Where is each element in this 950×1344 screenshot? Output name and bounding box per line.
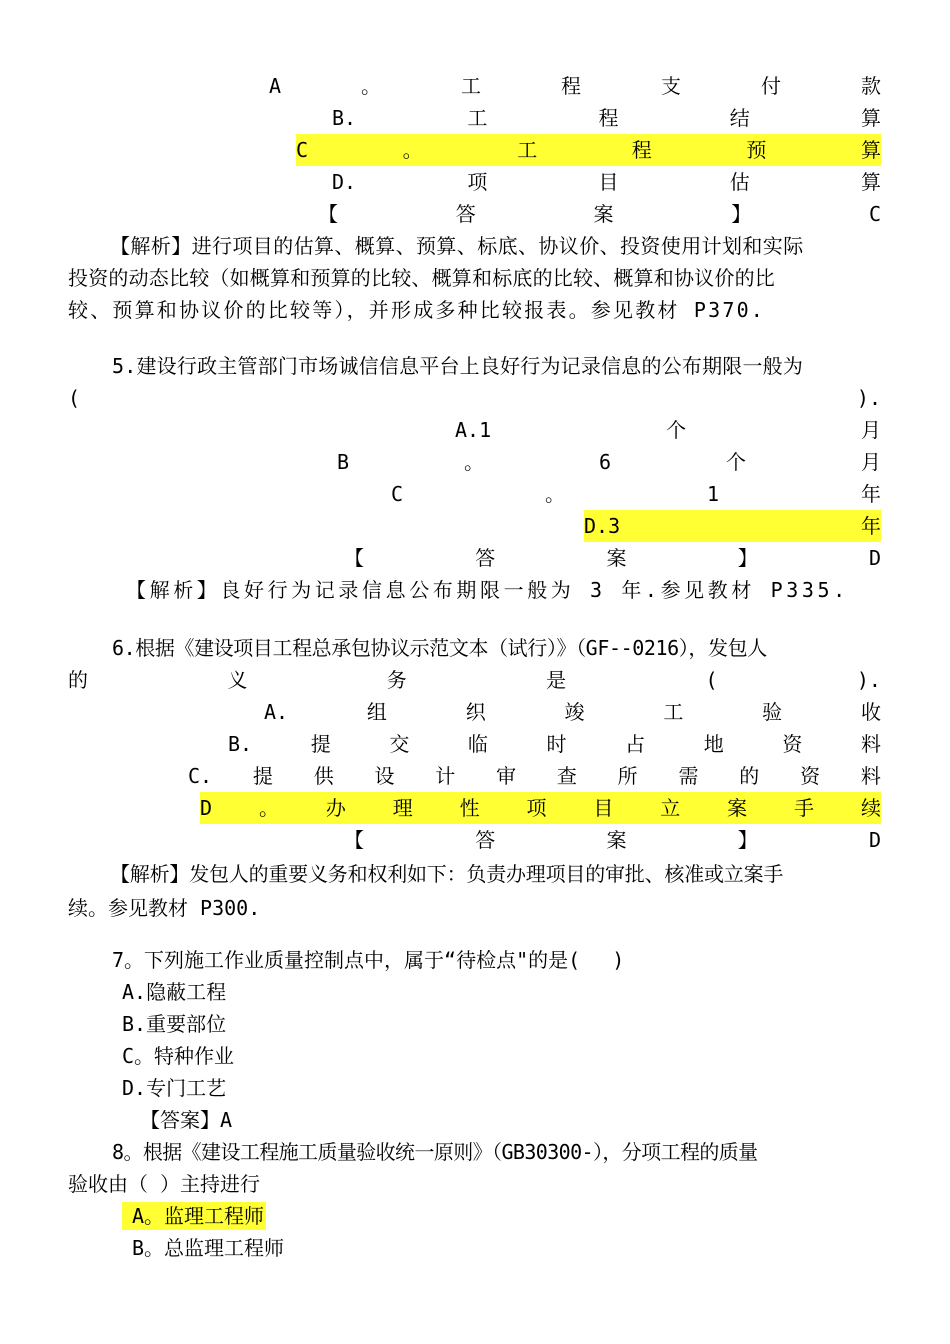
q7-option-d: D.专门工艺	[122, 1076, 227, 1100]
q5-analysis: 【解析】良好行为记录信息公布期限一般为 3 年.参见教材 P335.	[126, 578, 849, 602]
q5-option-a: A.1 个 月	[455, 418, 881, 442]
q5-option-c: C 。 1 年	[391, 482, 881, 506]
q7-option-b: B.重要部位	[122, 1012, 227, 1036]
q7-stem: 7。下列施工作业质量控制点中，属于“待检点"的是( )	[112, 948, 625, 972]
q4-option-a: A 。 工 程 支 付 款	[269, 74, 881, 98]
q4-answer: 【 答 案 】 C	[318, 202, 881, 226]
q8-option-b: B。总监理工程师	[132, 1236, 285, 1260]
q4-analysis-line-3: 较、预算和协议价的比较等），并形成多种比较报表。参见教材 P370.	[68, 298, 766, 322]
q5-answer: 【 答 案 】 D	[344, 546, 881, 570]
q4-analysis-line-2: 投资的动态比较（如概算和预算的比较、概算和标底的比较、概算和协议价的比	[68, 266, 775, 290]
q5-stem-line-1: 5.建设行政主管部门市场诚信信息平台上良好行为记录信息的公布期限一般为	[112, 354, 804, 378]
q4-analysis-line-1: 【解析】进行项目的估算、概算、预算、标底、协议价、投资使用计划和实际	[110, 234, 804, 258]
q6-option-b: B. 提 交 临 时 占 地 资 料	[228, 732, 881, 756]
q6-answer: 【 答 案 】 D	[344, 828, 881, 852]
q4-option-d: D. 项 目 估 算	[332, 170, 881, 194]
q4-option-b: B. 工 程 结 算	[332, 106, 881, 130]
q7-option-a: A.隐蔽工程	[122, 980, 227, 1004]
q7-option-c: C。特种作业	[122, 1044, 235, 1068]
q6-option-d-highlighted: D 。 办 理 性 项 目 立 案 手 续	[200, 792, 881, 824]
q6-stem-line-1: 6.根据《建设项目工程总承包协议示范文本（试行）》（GF--0216），发包人	[112, 636, 767, 660]
q5-option-d-highlighted: D.3 年	[584, 510, 881, 542]
q6-analysis-line-2: 续。参见教材 P300.	[68, 896, 261, 920]
q4-option-c-highlighted: C 。 工 程 预 算	[296, 134, 881, 166]
q7-answer: 【答案】A	[140, 1108, 233, 1132]
q5-stem-line-2: ( ).	[68, 386, 881, 410]
q8-stem-line-2: 验收由（ ）主持进行	[68, 1172, 261, 1196]
q6-stem-line-2: 的 义 务 是 ( ).	[68, 668, 881, 692]
q8-stem-line-1: 8。根据《建设工程施工质量验收统一原则》（GB30300-），分项工程的质量	[112, 1140, 758, 1164]
q6-option-a: A. 组 织 竣 工 验 收	[264, 700, 881, 724]
q6-option-c: C. 提 供 设 计 审 查 所 需 的 资 料	[188, 764, 881, 788]
q5-option-b: B 。 6 个 月	[337, 450, 881, 474]
q6-analysis-line-1: 【解析】发包人的重要义务和权利如下：负责办理项目的审批、核准或立案手	[110, 862, 784, 886]
q8-option-a-highlighted: A。监理工程师	[122, 1200, 266, 1232]
